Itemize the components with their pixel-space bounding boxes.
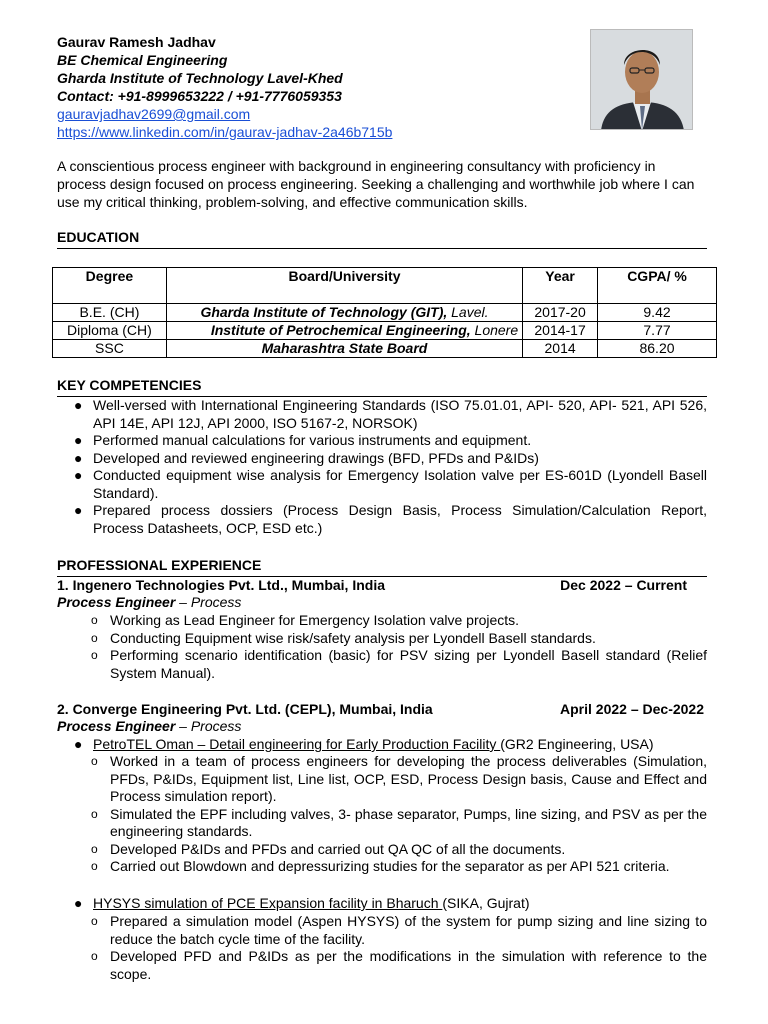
project-item (57, 895, 707, 913)
project-client: (SIKA, Gujrat) (442, 895, 530, 911)
list-item (57, 913, 707, 948)
contact-phone: Contact: +91-8999653222 / +91-7776059353 (57, 88, 342, 104)
list-item (57, 806, 707, 841)
list-item (57, 647, 707, 682)
sub-bullet-icon: o (91, 806, 98, 821)
experience-heading: PROFESSIONAL EXPERIENCE (57, 557, 707, 577)
score-cell: 86.20 (598, 340, 717, 358)
list-item-text: Simulated the EPF including valves, 3- phase separator, Pumps, line sizing, and PSV as per the engineering standards. (110, 805, 707, 839)
board-location: Lonere (470, 322, 519, 338)
candidate-name: Gaurav Ramesh Jadhav (57, 34, 216, 50)
table-row (53, 322, 717, 340)
list-item-text: Developed and reviewed engineering drawings (BFD, PFDs and P&IDs) (93, 449, 539, 466)
project-task-list (57, 913, 707, 983)
bullet-icon: ● (74, 432, 83, 448)
list-item (57, 397, 707, 432)
bullet-icon: ● (74, 467, 83, 483)
bullet-icon: ● (74, 449, 83, 466)
list-item (57, 450, 707, 468)
score-cell: 9.42 (598, 304, 717, 322)
list-item-text: Conducting Equipment wise risk/safety analysis per Lyondell Basell standards. (110, 629, 596, 646)
list-item (57, 612, 707, 630)
sub-bullet-icon: o (91, 914, 98, 928)
person-portrait-icon (591, 30, 693, 130)
competencies-heading: KEY COMPETENCIES (57, 377, 707, 397)
board-cell (166, 304, 522, 322)
sub-bullet-icon: o (91, 754, 98, 768)
job-dates: April 2022 – Dec-2022 (560, 701, 704, 717)
year-cell: 2017-20 (523, 304, 598, 322)
company-name: 1. Ingenero Technologies Pvt. Ltd., Mumbai, India (57, 577, 385, 593)
table-header-row (53, 268, 717, 304)
table-row (53, 340, 717, 358)
job-task-list (57, 612, 707, 682)
profile-photo (590, 29, 693, 130)
degree-cell: B.E. (CH) (53, 304, 167, 322)
role-department: – Process (175, 718, 242, 734)
bullet-icon: ● (74, 502, 83, 518)
list-item-text: Performed manual calculations for various instruments and equipment. (93, 432, 532, 448)
sub-bullet-icon: o (91, 841, 98, 856)
list-item-text: Carried out Blowdown and depressurizing studies for the separator as per API 521 criteria. (110, 858, 670, 874)
list-item (57, 630, 707, 648)
job-role (57, 594, 241, 611)
project-item (57, 736, 707, 754)
list-item-text: Conducted equipment wise analysis for Emergency Isolation valve per ES-601D (Lyondell Basell Standard). (93, 467, 707, 501)
list-item-text: Developed P&IDs and PFDs and carried out QA QC of all the documents. (110, 840, 566, 857)
list-item (57, 858, 707, 876)
list-item (57, 841, 707, 859)
list-item-text: Developed PFD and P&IDs as per the modifications in the simulation with reference to the scope. (110, 948, 707, 982)
column-header: CGPA/ % (598, 268, 717, 304)
board-location: Lavel. (447, 304, 489, 320)
job-header (57, 577, 707, 594)
list-item (57, 502, 707, 537)
list-item-text: Worked in a team of process engineers for developing the process deliverables (Simulation, PFDs, P&IDs, Equipment list, Line list, OCP, ESD, Process Design basis, Cause and Effect and Process simulation report). (110, 753, 707, 804)
degree-cell: Diploma (CH) (53, 322, 167, 340)
board-cell (166, 340, 522, 358)
education-table (52, 267, 717, 358)
job-header (57, 701, 707, 718)
email-link[interactable]: gauravjadhav2699@gmail.com (57, 106, 251, 122)
sub-bullet-icon: o (91, 613, 98, 627)
role-title: Process Engineer (57, 718, 176, 734)
job-role (57, 718, 241, 735)
sub-bullet-icon: o (91, 859, 98, 873)
list-item (57, 948, 707, 983)
role-title: Process Engineer (57, 594, 176, 610)
list-item-text: Performing scenario identification (basic) for PSV sizing per Lyondell Basell standard (Relief System Manual). (110, 647, 707, 681)
sub-bullet-icon: o (91, 630, 98, 645)
degree-cell: SSC (53, 340, 167, 358)
score-cell: 7.77 (598, 322, 717, 340)
degree: BE Chemical Engineering (57, 52, 228, 68)
project-task-list (57, 753, 707, 876)
column-header: Year (523, 268, 598, 304)
column-header: Board/University (166, 268, 522, 304)
bullet-icon: ● (74, 736, 83, 752)
company-name: 2. Converge Engineering Pvt. Ltd. (CEPL), Mumbai, India (57, 701, 433, 717)
bullet-icon: ● (74, 397, 83, 413)
education-heading: EDUCATION (57, 229, 707, 249)
board-name: Gharda Institute of Technology (GIT), (200, 304, 448, 320)
contact-header (57, 33, 392, 141)
list-item-text: Working as Lead Engineer for Emergency Isolation valve projects. (110, 612, 520, 628)
project-client: (GR2 Engineering, USA) (500, 736, 654, 752)
job-dates: Dec 2022 – Current (560, 577, 687, 593)
bullet-icon: ● (74, 895, 83, 911)
list-item (57, 432, 707, 450)
table-row (53, 304, 717, 322)
column-header: Degree (53, 268, 167, 304)
competencies-list (57, 397, 707, 537)
board-name: Maharashtra State Board (261, 340, 428, 356)
board-name: Institute of Petrochemical Engineering, (210, 322, 471, 338)
linkedin-link[interactable]: https://www.linkedin.com/in/gaurav-jadhav-2a46b715b (57, 124, 393, 140)
year-cell: 2014-17 (523, 322, 598, 340)
list-item (57, 467, 707, 502)
sub-bullet-icon: o (91, 648, 98, 662)
list-item-text: Well-versed with International Engineering Standards (ISO 75.01.01, API- 520, API- 521, API 526, API 14E, API 12J, API 2000, ISO 5167-2, NORSOK) (93, 397, 707, 431)
sub-bullet-icon: o (91, 949, 98, 963)
profile-summary: A conscientious process engineer with background in engineering consultancy with proficiency in process design focused on process engineering. Seeking a challenging and worthwhile job where I can use my critical thinking, problem-solving, and effective communication skills. (57, 158, 695, 210)
project-title: HYSYS simulation of PCE Expansion facility in Bharuch (93, 895, 443, 911)
list-item-text: Prepared process dossiers (Process Design Basis, Process Simulation/Calculation Report, Process Datasheets, OCP, ESD etc.) (93, 502, 707, 536)
list-item (57, 753, 707, 806)
year-cell: 2014 (523, 340, 598, 358)
role-department: – Process (175, 594, 242, 610)
list-item-text: Prepared a simulation model (Aspen HYSYS) of the system for pump sizing and line sizing to reduce the batch cycle time of the facility. (110, 913, 707, 947)
board-cell (166, 322, 522, 340)
institute: Gharda Institute of Technology Lavel-Khed (57, 70, 343, 86)
project-title: PetroTEL Oman – Detail engineering for Early Production Facility (93, 736, 501, 752)
